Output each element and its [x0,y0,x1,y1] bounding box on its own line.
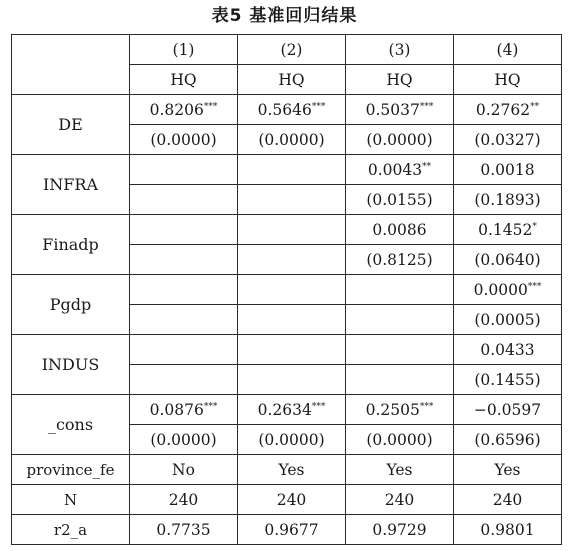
pvalue-cell: (0.0000) [130,425,238,455]
pvalue-cell: (0.0155) [346,185,454,215]
coefficient-cell [130,335,238,365]
header-row-columns [12,35,562,65]
coefficient-cell [454,395,562,425]
coefficient-value: 0.5646 [257,100,312,119]
coefficient-cell [238,275,346,305]
statistic-value: 0.7735 [130,515,238,545]
variable-name: Pgdp [12,275,130,335]
statistic-value: Yes [454,455,562,485]
pvalue-cell: (0.6596) [454,425,562,455]
coefficient-value: 0.0018 [480,160,535,179]
variable-name: INDUS [12,335,130,395]
statistic-row [12,485,562,515]
table-title: 表5 基准回归结果 [211,6,358,26]
dependent-variable: HQ [238,65,346,95]
pvalue-cell [346,305,454,335]
statistic-value: Yes [346,455,454,485]
significance-stars: *** [419,101,434,112]
coefficient-value: 0.1452 [478,220,533,239]
coefficient-row [12,215,562,245]
coefficient-value: 0.0043 [367,160,423,179]
statistic-value: 240 [346,485,454,515]
statistic-value: 0.9729 [346,515,454,545]
coefficient-cell [346,155,454,185]
dependent-variable: HQ [346,65,454,95]
statistic-name: N [12,485,130,515]
statistic-row [12,515,562,545]
coefficient-cell [130,275,238,305]
coefficient-value: 0.5037 [365,100,420,119]
coefficient-value: 0.2505 [365,400,420,419]
statistic-row [12,455,562,485]
table-body [12,35,562,545]
coefficient-cell [346,395,454,425]
pvalue-cell: (0.0000) [238,425,346,455]
significance-stars: * [532,221,537,232]
coefficient-cell [346,215,454,245]
coefficient-value: 0.2634 [257,400,312,419]
coefficient-cell [454,335,562,365]
pvalue-cell [238,305,346,335]
coefficient-row [12,95,562,125]
regression-table [11,34,562,545]
significance-stars: *** [419,401,434,412]
statistic-value: 240 [454,485,562,515]
significance-stars: *** [311,401,326,412]
pvalue-cell: (0.0005) [454,305,562,335]
pvalue-cell [238,245,346,275]
dependent-variable: HQ [454,65,562,95]
coefficient-row [12,395,562,425]
significance-stars: ** [422,161,432,172]
coefficient-cell [346,335,454,365]
variable-name: _cons [12,395,130,455]
pvalue-cell [130,245,238,275]
significance-stars: ** [530,101,540,112]
pvalue-cell [130,305,238,335]
coefficient-cell [130,155,238,185]
pvalue-cell: (0.0000) [238,125,346,155]
pvalue-cell [238,365,346,395]
column-header: (4) [454,35,562,65]
coefficient-row [12,335,562,365]
significance-stars: *** [203,101,218,112]
coefficient-cell [454,155,562,185]
pvalue-cell: (0.1893) [454,185,562,215]
pvalue-cell [130,365,238,395]
pvalue-cell: (0.1455) [454,365,562,395]
pvalue-cell: (0.0000) [346,125,454,155]
coefficient-cell [238,395,346,425]
coefficient-value: 0.0086 [372,220,427,239]
pvalue-cell: (0.0000) [346,425,454,455]
coefficient-cell [454,215,562,245]
coefficient-cell [130,215,238,245]
coefficient-cell [238,215,346,245]
coefficient-value: 0.0876 [149,400,204,419]
pvalue-cell [238,185,346,215]
corner-cell [12,35,130,95]
pvalue-cell: (0.0000) [130,125,238,155]
column-header: (2) [238,35,346,65]
coefficient-value: 0.8206 [149,100,204,119]
coefficient-cell [238,95,346,125]
pvalue-cell: (0.8125) [346,245,454,275]
statistic-value: No [130,455,238,485]
statistic-value: 0.9677 [238,515,346,545]
coefficient-value: −0.0597 [473,400,542,419]
pvalue-cell: (0.0640) [454,245,562,275]
coefficient-value: 0.2762 [475,100,531,119]
variable-name: DE [12,95,130,155]
coefficient-cell [238,155,346,185]
pvalue-cell [346,365,454,395]
coefficient-cell [454,275,562,305]
coefficient-cell [238,335,346,365]
coefficient-cell [346,95,454,125]
coefficient-value: 0.0433 [480,340,535,359]
statistic-name: r2_a [12,515,130,545]
coefficient-value: 0.0000 [473,280,528,299]
statistic-value: Yes [238,455,346,485]
column-header: (3) [346,35,454,65]
coefficient-cell [130,395,238,425]
statistic-value: 240 [130,485,238,515]
significance-stars: *** [527,281,542,292]
pvalue-cell [130,185,238,215]
coefficient-row [12,275,562,305]
statistic-value: 240 [238,485,346,515]
coefficient-cell [346,275,454,305]
significance-stars: *** [311,101,326,112]
dependent-variable: HQ [130,65,238,95]
coefficient-cell [130,95,238,125]
variable-name: INFRA [12,155,130,215]
statistic-name: province_fe [12,455,130,485]
variable-name: Finadp [12,215,130,275]
column-header: (1) [130,35,238,65]
coefficient-cell [454,95,562,125]
statistic-value: 0.9801 [454,515,562,545]
pvalue-cell: (0.0327) [454,125,562,155]
coefficient-row [12,155,562,185]
significance-stars: *** [203,401,218,412]
